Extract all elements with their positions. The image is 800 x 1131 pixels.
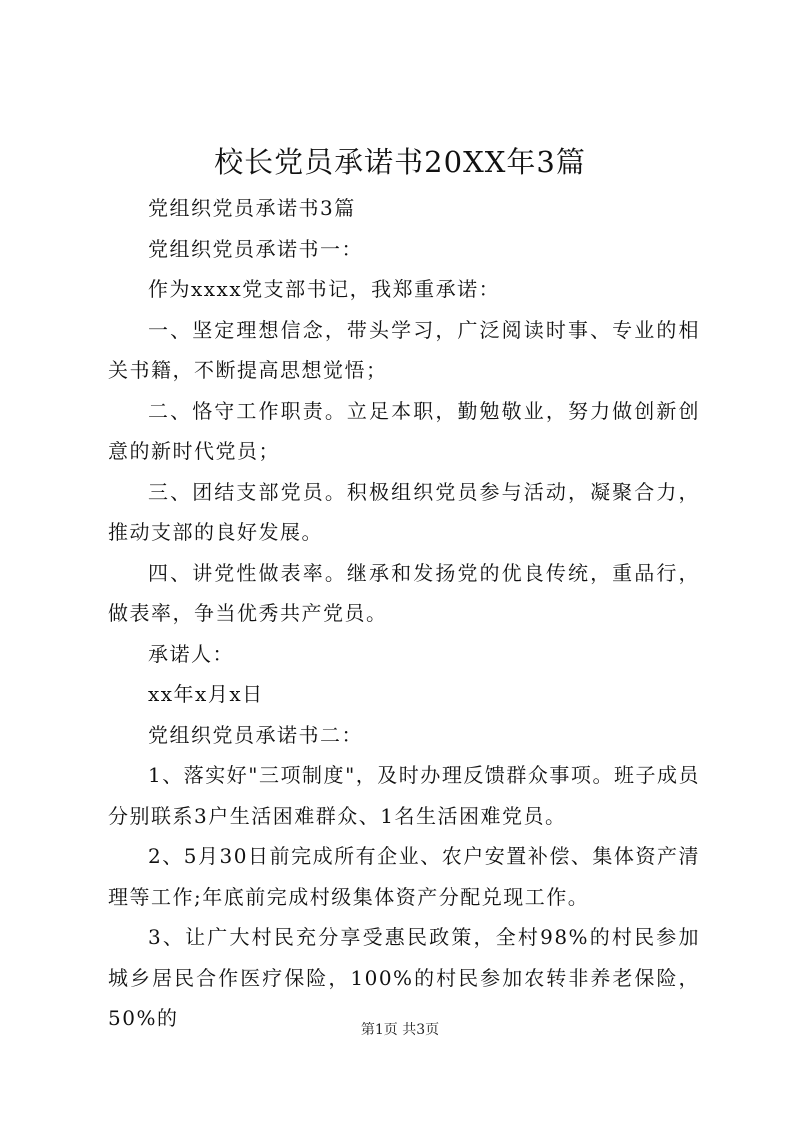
paragraph-item-1: 1、落实好"三项制度"，及时办理反馈群众事项。班子成员分别联系3户生活困难群众、1名生活困难党员。	[108, 763, 700, 828]
paragraph-intro: 作为xxxx党支部书记，我郑重承诺：	[148, 277, 501, 301]
paragraph-item-3: 3、让广大村民充分享受惠民政策，全村98%的村民参加城乡居民合作医疗保险，100%的村民参加农转非养老保险，50%的	[108, 925, 700, 1030]
paragraph-signatory: 承诺人：	[148, 641, 234, 666]
page-footer: 第1页 共3页	[360, 1022, 440, 1038]
paragraph-section-one-heading: 党组织党员承诺书一：	[148, 236, 363, 261]
paragraph-item-2: 2、5月30日前完成所有企业、农户安置补偿、集体资产清理等工作;年底前完成村级集体资产分配兑现工作。	[108, 844, 700, 909]
paragraph-pledge-2: 二、恪守工作职责。立足本职，勤勉敬业，努力做创新创意的新时代党员；	[108, 398, 700, 463]
document-body	[108, 188, 700, 1039]
paragraph-pledge-1: 一、坚定理想信念，带头学习，广泛阅读时事、专业的相关书籍，不断提高思想觉悟；	[108, 317, 700, 382]
paragraph-subtitle: 党组织党员承诺书3篇	[148, 196, 356, 220]
paragraph-pledge-4: 四、讲党性做表率。继承和发扬党的优良传统，重品行，做表率，争当优秀共产党员。	[108, 560, 700, 625]
paragraph-date: xx年x月x日	[148, 682, 264, 706]
paragraph-pledge-3: 三、团结支部党员。积极组织党员参与活动，凝聚合力，推动支部的良好发展。	[108, 479, 700, 544]
paragraph-section-two-heading: 党组织党员承诺书二：	[148, 722, 363, 747]
document-title: 校长党员承诺书20XX年3篇	[214, 145, 586, 179]
